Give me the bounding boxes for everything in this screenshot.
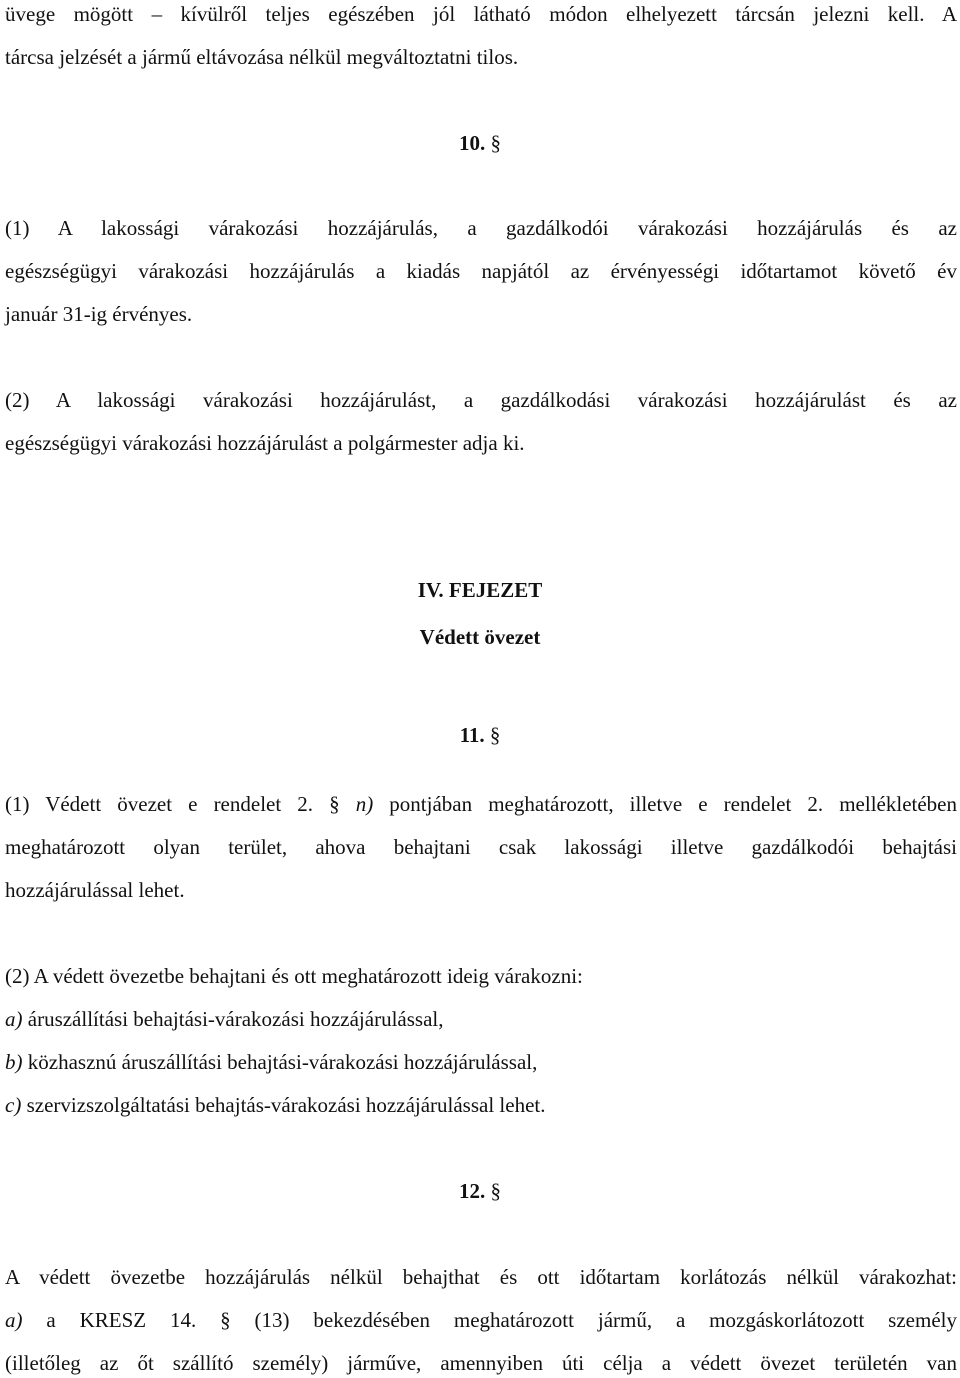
- section-12-para-1-line-1: A védett övezetbe hozzájárulás nélkül behajthat és ott időtartam korlátozás nélkül várakozhat:: [5, 1265, 957, 1289]
- section-sign: §: [489, 723, 501, 747]
- italic-reference: n): [355, 792, 374, 816]
- section-10-para-1-line-2: egészségügyi várakozási hozzájárulás a kiadás napjától az érvényességi időtartamot követő év: [5, 259, 957, 283]
- section-12-heading: [0, 1179, 960, 1203]
- list-label: b): [5, 1050, 23, 1074]
- list-label: c): [5, 1093, 22, 1117]
- section-11-list-item-a: [5, 1007, 957, 1031]
- section-number: 10.: [459, 131, 486, 155]
- section-11-para-1-line-2: meghatározott olyan terület, ahova behajtani csak lakossági illetve gazdálkodói behajtási: [5, 835, 957, 859]
- list-text: közhasznú áruszállítási behajtási-várakozási hozzájárulással,: [22, 1050, 538, 1074]
- list-label: a): [5, 1308, 23, 1332]
- section-11-para-2-line-1: (2) A védett övezetbe behajtani és ott meghatározott ideig várakozni:: [5, 964, 583, 988]
- intro-line-1: üvege mögött – kívülről teljes egészében jól látható módon elhelyezett tárcsán jelezni kell. A: [5, 2, 957, 26]
- chapter-title: IV. FEJEZET: [417, 578, 543, 602]
- section-sign: §: [490, 1179, 501, 1203]
- section-10-para-2-line-2: egészségügyi várakozási hozzájárulást a polgármester adja ki.: [5, 431, 525, 455]
- section-11-para-1-line-3: hozzájárulással lehet.: [5, 878, 185, 902]
- section-10-para-2-line-1: (2) A lakossági várakozási hozzájárulást, a gazdálkodási várakozási hozzájárulást és az: [5, 388, 957, 412]
- section-12-list-item-a: [5, 1308, 957, 1332]
- list-text: szervizszolgáltatási behajtás-várakozási hozzájárulással lehet.: [21, 1093, 546, 1117]
- list-text: a KRESZ 14. § (13) bekezdésében meghatározott jármű, a mozgáskorlátozott személy: [22, 1308, 957, 1332]
- section-12-para-1-line-3: (illetőleg az őt szállító személy) járműve, amennyiben úti célja a védett övezet területén van: [5, 1351, 957, 1375]
- text-segment: (1) Védett övezet e rendelet 2. §: [5, 792, 356, 816]
- section-11-list-item-c: [5, 1093, 957, 1117]
- section-10-para-1-line-1: (1) A lakossági várakozási hozzájárulás, a gazdálkodói várakozási hozzájárulás és az: [5, 216, 957, 240]
- list-text: áruszállítási behajtási-várakozási hozzájárulással,: [22, 1007, 444, 1031]
- section-number: 11.: [459, 723, 485, 747]
- section-sign: §: [490, 131, 501, 155]
- section-number: 12.: [459, 1179, 486, 1203]
- text-segment: pontjában meghatározott, illetve e rendelet 2. mellékletében: [373, 792, 957, 816]
- section-10-para-1-line-3: január 31-ig érvényes.: [5, 302, 193, 326]
- section-11-list-item-b: [5, 1050, 957, 1074]
- chapter-subtitle: Védett övezet: [419, 625, 541, 649]
- section-11-para-1-line-1: [5, 792, 957, 816]
- intro-line-2: tárcsa jelzését a jármű eltávozása nélkül megváltoztatni tilos.: [5, 45, 519, 69]
- list-label: a): [5, 1007, 23, 1031]
- section-11-heading: [0, 723, 960, 747]
- section-10-heading: [0, 131, 960, 155]
